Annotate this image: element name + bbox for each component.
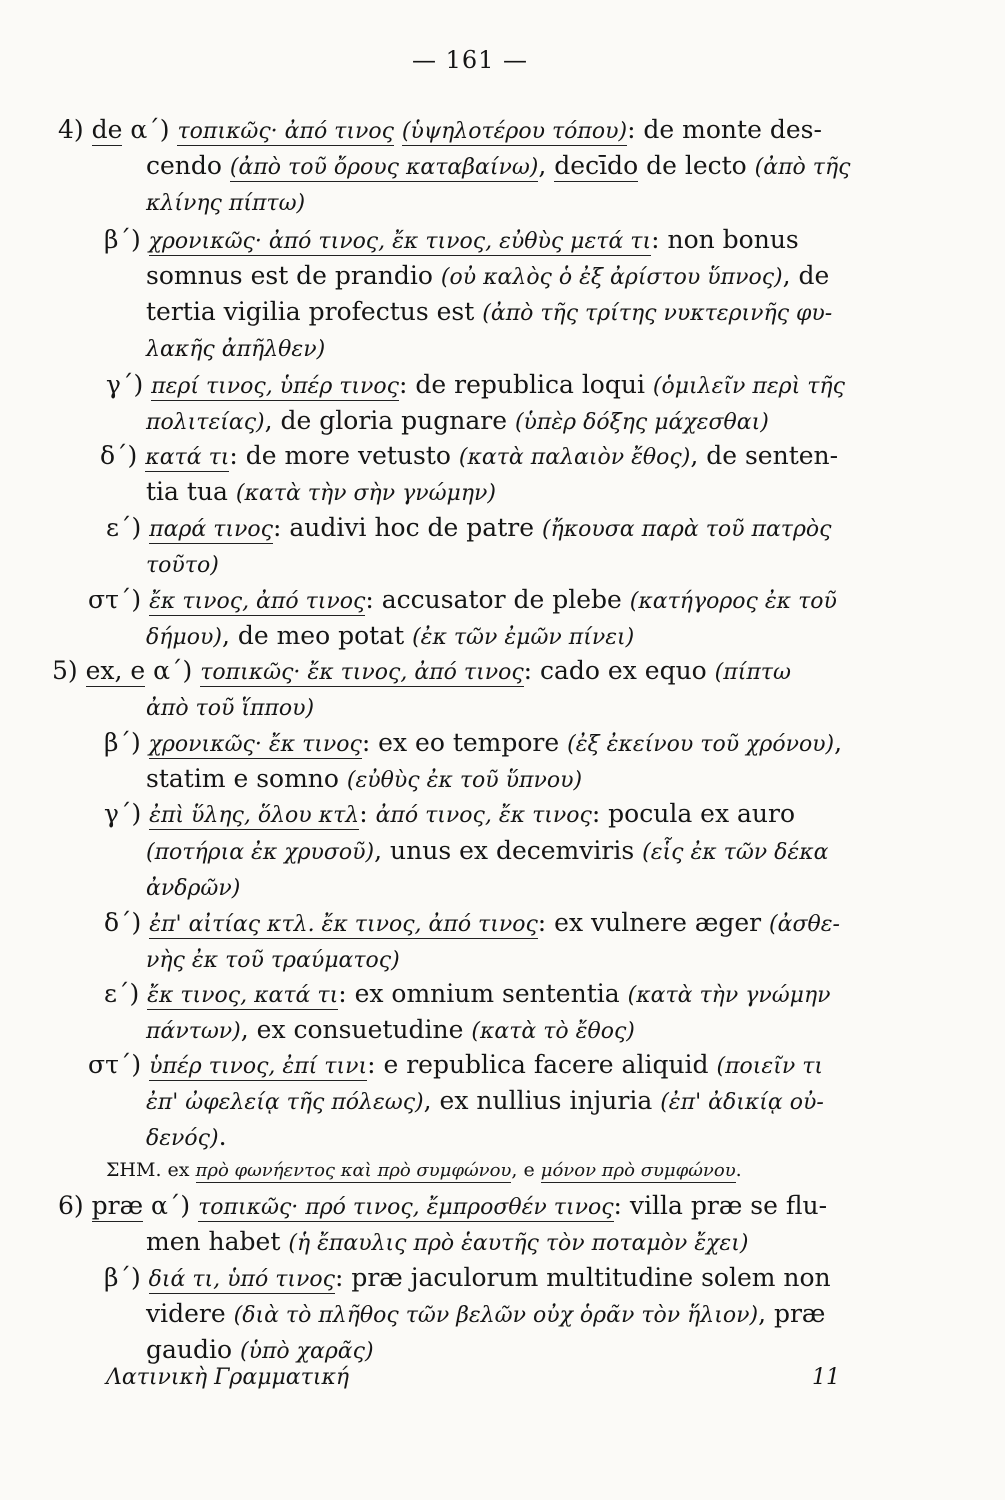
latin-text: 6) [58,1191,92,1220]
greek-text: κατά τι [145,445,230,470]
greek-text: (ἀσθε- [769,912,840,937]
greek-text: πολιτείας) [146,410,265,435]
greek-text: ἀπό τινος, ἔκ τινος [375,803,592,828]
text-line [106,1152,742,1189]
latin-text: de lecto [638,151,755,180]
greek-text: ἔκ τινος, κατά τι [147,983,339,1008]
latin-text: cendo [146,151,230,180]
latin-text: : pocula ex auro [591,799,796,828]
footer-title: Λατινικὴ Γραμματική [106,1365,350,1390]
latin-text: , ex nullius injuria [423,1086,661,1115]
greek-text: (ἀπὸ τῆς τρίτης νυκτερινῆς φυ- [482,301,833,326]
greek-text: (ὑπὸ χαρᾶς) [240,1339,374,1364]
latin-text: 4) [58,115,92,144]
latin-text: δ΄) [104,908,150,937]
latin-text: : ex vulnere æger [537,908,770,937]
latin-text: gaudio [146,1335,241,1364]
greek-text: χρονικῶς· ἔκ τινος [148,732,362,757]
text-line [106,510,831,548]
greek-text: ἐπὶ ὕλης, ὅλου κτλ [149,803,360,828]
latin-text: : de monte des- [627,115,822,144]
greek-text: (ποτήρια ἐκ χρυσοῦ) [146,840,375,865]
greek-text: ἐπ' αἰτίας κτλ. ἔκ τινος, ἀπό τινος [149,912,538,937]
greek-text: δενός) [146,1126,219,1151]
greek-text: ἔκ τινος, ἀπό τινος [149,589,366,614]
latin-text: 5) [52,656,86,685]
latin-text: α΄) [143,1191,199,1220]
greek-text: ἀνδρῶν) [146,876,241,901]
latin-text: , ex consuetudine [240,1015,472,1044]
text-line [146,184,305,222]
latin-text: somnus est de prandio [146,261,441,290]
greek-text: πάντων) [146,1019,241,1044]
latin-text: β΄) [104,1263,149,1292]
latin-text: . [218,1122,227,1151]
greek-text: (κατὰ τὴν γνώμην [627,983,831,1008]
latin-text: α΄) [145,656,201,685]
greek-text: (ἀπὸ τοῦ ὄρους καταβαίνω) [229,155,539,180]
text-line [104,222,799,260]
text-line [146,833,828,871]
latin-text: , e [511,1159,541,1181]
latin-text: , de [782,261,830,290]
latin-text: men habet [146,1227,289,1256]
latin-text: β΄) [104,225,149,254]
latin-text: , de senten- [690,441,839,470]
latin-text: δ΄) [100,441,146,470]
greek-text: (οὐ καλὸς ὁ ἐξ ἀρίστου ὕπνος) [440,265,783,290]
text-line [146,1224,748,1262]
latin-text: : accusator de plebe [365,585,630,614]
footer-sheet-number: 11 [812,1365,840,1390]
greek-text: λακῆς ἀπῆλθεν) [146,337,326,362]
latin-text: , [834,728,843,757]
latin-text: ε΄) [104,979,148,1008]
text-line [146,294,832,332]
latin-text: ε΄) [106,513,150,542]
greek-text: (πίπτω [714,660,791,685]
latin-text: statim e somno [146,764,347,793]
text-line [104,725,842,763]
greek-text: διά τι, ὑπό τινος [148,1267,335,1292]
latin-text: γ΄) [106,370,152,399]
text-line [146,941,400,979]
latin-text: στ΄) [88,585,150,614]
text-line [146,330,325,368]
latin-text: ex, e [85,656,146,685]
text-line [146,1296,825,1334]
text-line [146,869,240,907]
text-line [146,148,850,186]
greek-text: (κατὰ τὴν σὴν γνώμην) [235,481,496,506]
text-line [146,761,582,799]
text-line [146,618,634,656]
latin-text: : [359,799,376,828]
text-line [106,367,845,405]
greek-text: κλίνης πίπτω) [146,191,306,216]
text-line [104,905,840,943]
greek-text: μόνον πρὸ συμφώνου [540,1160,736,1181]
greek-text: ἀπὸ τοῦ ἵππου) [146,696,315,721]
greek-text: ὑπέρ τινος, ἐπί τινι [149,1054,368,1079]
greek-text: τοῦτο) [146,553,219,578]
latin-text: : præ jaculorum multitudine solem non [334,1263,831,1292]
latin-text: : ex omnium sententia [338,979,628,1008]
greek-text: (ὑψηλοτέρου τόπου) [401,119,628,144]
text-line [58,1188,827,1226]
greek-text: νὴς ἐκ τοῦ τραύματος) [146,948,400,973]
latin-text [394,115,402,144]
latin-text: : non bonus [651,225,799,254]
latin-text: α΄) [122,115,178,144]
greek-text: τοπικῶς· πρό τινος, ἔμπροσθέν τινος [198,1195,614,1220]
greek-text: (ἡ ἔπαυλις πρὸ ἑαυτῆς τὸν ποταμὸν ἔχει) [288,1231,749,1256]
greek-text: (ἐξ ἐκείνου τοῦ χρόνου) [567,732,835,757]
text-line [146,258,829,296]
greek-text: (ἐπ' ἀδικίᾳ οὐ- [660,1090,824,1115]
text-line [52,653,791,691]
latin-text: videre [146,1299,234,1328]
greek-text: περί τινος, ὑπέρ τινος [151,374,399,399]
latin-text: , de gloria pugnare [264,406,515,435]
latin-text: tertia vigilia profectus est [146,297,483,326]
latin-text: : de republica loqui [399,370,653,399]
latin-text: , unus ex decemviris [374,836,643,865]
greek-text: (ὁμιλεῖν περὶ τῆς [652,374,845,399]
latin-text: : villa præ se flu- [613,1191,828,1220]
text-line [104,976,831,1014]
greek-text: ἐπ' ὠφελείᾳ τῆς πόλεως) [146,1090,424,1115]
text-line [146,546,219,584]
text-line [146,1012,635,1050]
greek-text: χρονικῶς· ἀπό τινος, ἔκ τινος, εὐθὺς μετά τι [148,229,652,254]
latin-text: γ΄) [104,799,150,828]
latin-text: β΄) [104,728,149,757]
greek-text: (ἀπὸ τῆς [754,155,851,180]
text-line [88,1047,823,1085]
greek-text: (εὐθὺς ἐκ τοῦ ὕπνου) [346,768,583,793]
greek-text: (κατὰ παλαιὸν ἔθος) [458,445,691,470]
greek-text: (ὑπὲρ δόξης μάχεσθαι) [514,410,769,435]
greek-text: (διὰ τὸ πλῆθος τῶν βελῶν οὐχ ὁρᾶν τὸν ἥλιον) [233,1303,759,1328]
latin-text: , de meo potat [221,621,413,650]
text-line [88,582,837,620]
greek-text: (ποιεῖν τι [716,1054,824,1079]
greek-text: (κατήγορος ἐκ τοῦ [629,589,837,614]
text-line [146,474,496,512]
latin-text: : de more vetusto [229,441,459,470]
latin-text: , præ [758,1299,826,1328]
text-line [100,438,838,476]
latin-text: στ΄) [88,1050,150,1079]
latin-text: de [91,115,123,144]
latin-text: : cado ex equo [523,656,715,685]
latin-text: : ex eo tempore [361,728,568,757]
text-line [104,796,795,834]
greek-text: τοπικῶς· ἔκ τινος, ἀπό τινος [200,660,524,685]
greek-text: πρὸ φωνήεντος καὶ πρὸ συμφώνου [195,1160,512,1181]
text-line [58,112,822,150]
latin-text: decīdo [554,151,639,180]
text-line [104,1260,831,1298]
greek-text: (ἐκ τῶν ἐμῶν πίνει) [412,625,635,650]
text-line [146,689,314,727]
latin-text: , [538,151,555,180]
greek-text: (κατὰ τὸ ἔθος) [471,1019,635,1044]
latin-text: ΣΗΜ. ex [106,1159,196,1181]
text-line [146,403,769,441]
text-line [146,1083,824,1121]
latin-text: præ [91,1191,144,1220]
greek-text: (εἷς ἐκ τῶν δέκα [642,840,829,865]
latin-text: tia tua [146,477,236,506]
latin-text: : e republica facere aliquid [367,1050,717,1079]
greek-text: (ἤκουσα παρὰ τοῦ πατρὸς [541,517,832,542]
page-number: — 161 — [411,46,529,74]
latin-text: . [735,1159,742,1181]
latin-text: : audivi hoc de patre [273,513,542,542]
greek-text: δήμου) [146,625,222,650]
greek-text: τοπικῶς· ἀπό τινος [177,119,394,144]
greek-text: παρά τινος [149,517,273,542]
